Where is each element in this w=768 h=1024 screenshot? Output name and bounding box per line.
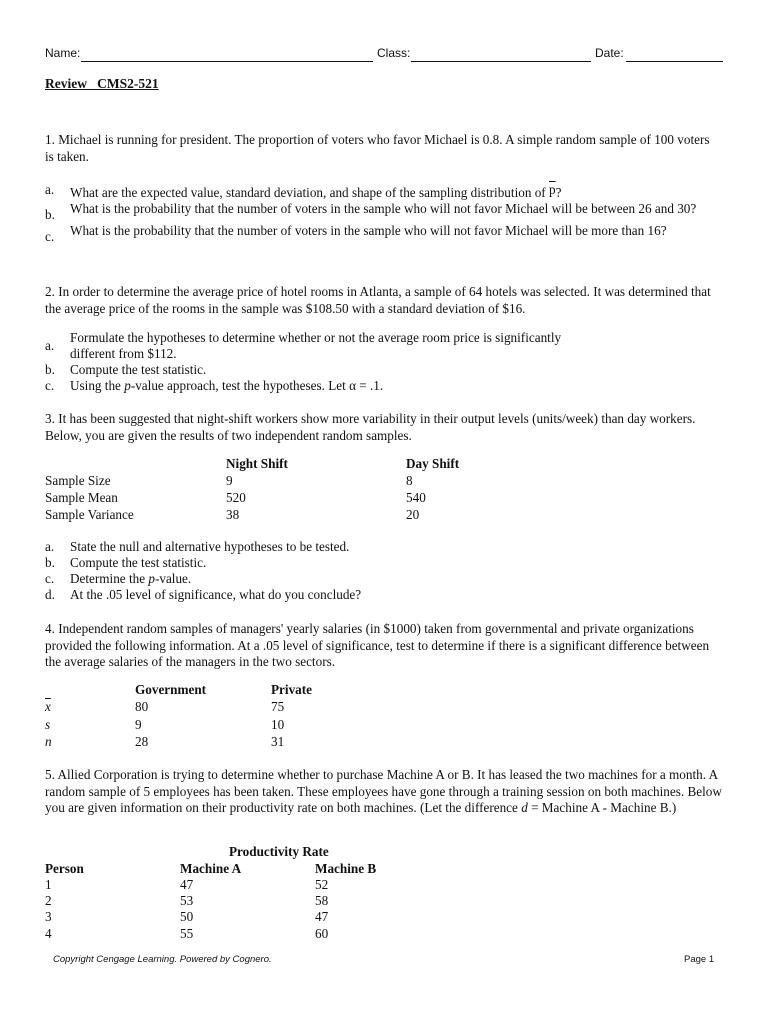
- q3-item-a: [45, 539, 645, 555]
- q5-header-person: Person: [45, 861, 84, 876]
- n-symbol: n: [45, 734, 52, 749]
- p-symbol: p: [124, 378, 131, 393]
- q3-stem: 3. It has been suggested that night-shift workers show more variability in their output levels (units/week) than day workers. Below, you are given the results of two independent random samples.: [45, 411, 696, 443]
- q2-item-b: [45, 362, 585, 378]
- q3-cell: 520: [226, 490, 246, 505]
- item-text-end: -value approach, test the hypotheses. Let α = .1.: [130, 378, 384, 393]
- item-text: Compute the test statistic.: [70, 555, 207, 570]
- q1-stem: 1. Michael is running for president. The proportion of voters who favor Michael is 0.8. A simple random sample of 100 voters is taken.: [45, 132, 710, 164]
- q4-cell: 80: [135, 699, 149, 714]
- q3-cell: 8: [406, 473, 413, 488]
- q4-cell: 28: [135, 734, 149, 749]
- item-text: Formulate the hypotheses to determine whether or not the average room price is significantly different from $112.: [70, 330, 562, 361]
- q3-item-d: [45, 587, 645, 603]
- q3-row-label: Sample Variance: [45, 507, 134, 522]
- q4-cell: 31: [271, 734, 285, 749]
- name-label: Name:: [45, 46, 81, 60]
- item-text: At the .05 level of significance, what do you conclude?: [70, 587, 362, 602]
- q5-cell: 53: [180, 893, 194, 908]
- q5-cell: 4: [45, 926, 52, 941]
- d-symbol: d: [521, 800, 528, 815]
- q1-item-a: [45, 182, 720, 201]
- q2-item-a: [45, 330, 585, 362]
- q4-stem: 4. Independent random samples of managers' yearly salaries (in $1000) taken from governmental and private organizations provided the following information. At a .05 level of significance, test to determine if there is a significant difference between the average salaries of the managers in the two sectors.: [45, 621, 710, 669]
- item-label: a.: [45, 338, 55, 353]
- q3-item-b: [45, 555, 645, 571]
- item-label: a.: [45, 539, 55, 554]
- q5-stem-text-end: = Machine A - Machine B.): [527, 800, 677, 815]
- q5-cell: 60: [315, 926, 329, 941]
- q4-cell: 9: [135, 717, 142, 732]
- item-label: b.: [45, 362, 55, 377]
- item-text: What is the probability that the number of voters in the sample who will not favor Michael will be between 26 and 30?: [70, 201, 697, 216]
- item-label: c.: [45, 229, 55, 244]
- q4-cell: 75: [271, 699, 285, 714]
- q5-cell: 52: [315, 877, 329, 892]
- q3-items: [45, 539, 645, 603]
- date-field-line[interactable]: [626, 61, 723, 62]
- item-text: What is the probability that the number of voters in the sample who will not favor Michael will be more than 16?: [70, 223, 667, 238]
- item-label: c.: [45, 378, 55, 393]
- q3-row-label: Sample Mean: [45, 490, 118, 505]
- q2-stem: 2. In order to determine the average price of hotel rooms in Atlanta, a sample of 64 hotels was selected. It was determined that the average price of the rooms in the sample was $108.50 with a standard deviation of $16.: [45, 284, 711, 316]
- class-label: Class:: [377, 46, 411, 60]
- item-label: a.: [45, 182, 55, 197]
- x-bar-symbol: $\overline{x}$: [45, 699, 51, 714]
- q5-cell: 3: [45, 909, 52, 924]
- q5-cell: 55: [180, 926, 194, 941]
- p-symbol: p: [148, 571, 155, 586]
- q3-cell: 38: [226, 507, 240, 522]
- class-field-line[interactable]: [411, 61, 591, 62]
- page-number: Page 1: [684, 954, 715, 965]
- document-title: Review CMS2-521: [45, 76, 159, 91]
- q5-cell: 47: [315, 909, 329, 924]
- q4-header-private: Private: [271, 682, 313, 697]
- p-bar-symbol: $\overline{p}$: [549, 182, 556, 197]
- q5-cell: 50: [180, 909, 194, 924]
- item-text-end: ?: [555, 185, 562, 200]
- item-text: State the null and alternative hypotheses to be tested.: [70, 539, 350, 554]
- item-label: c.: [45, 571, 55, 586]
- q1-items: [45, 182, 720, 245]
- name-field-line[interactable]: [81, 61, 373, 62]
- copyright-footer: Copyright Cengage Learning. Powered by Cognero.: [53, 954, 272, 965]
- item-label: b.: [45, 555, 55, 570]
- q2-item-c: [45, 378, 585, 394]
- q3-header-night: Night Shift: [226, 456, 288, 471]
- item-text: Determine the: [70, 571, 149, 586]
- q3-row-label: Sample Size: [45, 473, 111, 488]
- q3-item-c: [45, 571, 645, 587]
- q3-header-day: Day Shift: [406, 456, 460, 471]
- item-text: Using the: [70, 378, 125, 393]
- q1-item-b: [45, 201, 720, 223]
- q5-header-machine-a: Machine A: [180, 861, 242, 876]
- q2-items: [45, 330, 585, 394]
- item-label: b.: [45, 207, 55, 222]
- q3-cell: 9: [226, 473, 233, 488]
- q5-stem-text: 5. Allied Corporation is trying to determine whether to purchase Machine A or B. It has leased the two machines for a month. A random sample of 5 employees has been taken. These employees have gone through a training session on both machines. Below you are given information on their productivity rate on both machines. (Let the difference: [45, 767, 722, 815]
- date-label: Date:: [595, 46, 624, 60]
- q5-cell: 1: [45, 877, 52, 892]
- q4-cell: 10: [271, 717, 285, 732]
- q4-header-government: Government: [135, 682, 207, 697]
- q3-cell: 540: [406, 490, 426, 505]
- item-text: What are the expected value, standard deviation, and shape of the sampling distribution of: [70, 185, 546, 200]
- q5-cell: 2: [45, 893, 52, 908]
- q5-stem: [45, 767, 723, 817]
- s-symbol: s: [45, 717, 51, 732]
- q3-cell: 20: [406, 507, 420, 522]
- q5-cell: 58: [315, 893, 329, 908]
- q1-item-c: [45, 223, 720, 245]
- q5-group-header: Productivity Rate: [229, 844, 329, 859]
- item-text: Compute the test statistic.: [70, 362, 207, 377]
- item-text-end: -value.: [154, 571, 192, 586]
- q5-header-machine-b: Machine B: [315, 861, 377, 876]
- item-label: d.: [45, 587, 55, 602]
- q5-cell: 47: [180, 877, 194, 892]
